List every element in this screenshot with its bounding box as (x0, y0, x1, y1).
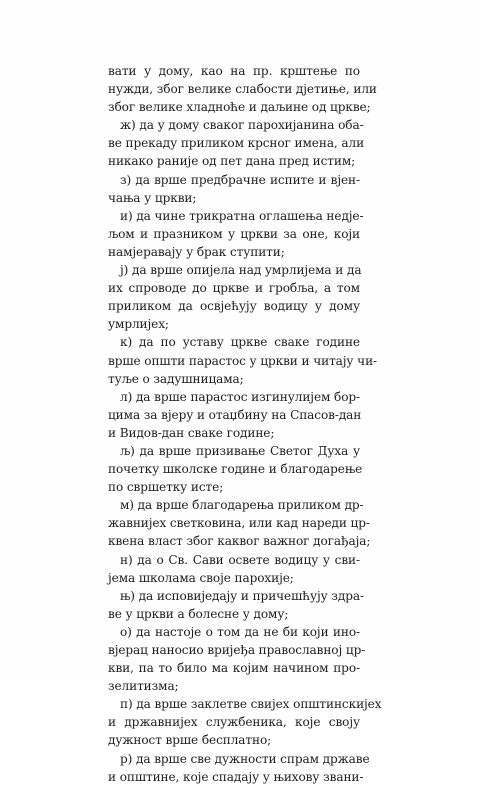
text-line: због велике хладноће и даљине од цркве; (108, 100, 371, 115)
text-line: квена власт због каквог важног догађаја; (108, 534, 371, 549)
text-line: л) да врше парастос изгинулијем бор- (120, 389, 361, 404)
text-line: нужди, због велике слабости дјетиње, или (108, 82, 377, 97)
text-line: кви, па то било ма којим начином про- (108, 661, 360, 676)
text-line: јема школама своје парохије; (108, 570, 294, 585)
text-line: умрлијех; (108, 317, 169, 332)
text-line: о) да настоје о том да не би који ино- (120, 624, 360, 639)
text-line: по свршетку исте; (108, 480, 224, 495)
text-line: чања у цркви; (108, 190, 197, 205)
text-line: љом и празником у цркви за оне, који (108, 226, 360, 241)
text-line: љ) да врше призивање Светог Духа у (120, 443, 360, 458)
text-line: њ) да исповиједају и причешћују здра- (120, 588, 364, 603)
text-line: врше општи парастос у цркви и читају чи- (108, 353, 378, 368)
text-line: туље о задушницама; (108, 371, 244, 386)
text-line: зелитизма; (108, 679, 179, 694)
text-line: вати у дому, као на пр. крштење по (108, 64, 360, 78)
text-line: н) да о Св. Сави освете водицу у сви- (120, 552, 360, 567)
text-line: и државнијех службеника, које своју (108, 715, 360, 730)
text-line: з) да врше предбрачне испите и вјен- (120, 172, 360, 187)
document-body-text (108, 62, 382, 786)
text-line: к) да по уставу цркве сваке године (120, 335, 360, 350)
text-line: ј) да врше опијела над умрлијема и да (120, 263, 362, 278)
text-line: жавнијех светковина, или кад нареди цр- (108, 516, 370, 531)
text-line: никако раније од пет дана пред истим; (108, 154, 356, 169)
text-line: ве прекаду приликом крсног имена, али (108, 136, 365, 151)
text-line: и општине, које спадају у њихову звани- (108, 769, 364, 784)
text-line: ж) да у дому сваког парохијанина оба- (120, 118, 364, 133)
text-line: намјеравају у брак ступити; (108, 244, 285, 259)
text-line: ве у цркви а болесне у дому; (108, 606, 289, 621)
text-line: вјерац наносио вријеђа православној цр- (108, 643, 366, 657)
text-line: п) да врше заклетве свијех општинскијех (120, 697, 382, 712)
text-line: приликом да освјећују водицу у дому (108, 299, 360, 314)
text-line: р) да врше све дужности спрам државе (120, 751, 370, 766)
text-line: их спроводе до цркве и гробља, а том (108, 281, 360, 296)
text-line: почетку школске године и благодарење (108, 462, 363, 477)
text-line: и) да чине трикратна оглашења недје- (120, 208, 364, 223)
text-line: цима за вјеру и отаџбину на Спасов-дан (108, 407, 362, 422)
text-line: дужност врше бесплатно; (108, 733, 272, 748)
text-line: и Видов-дан сваке године; (108, 425, 275, 440)
text-line: м) да врше благодарења приликом др- (120, 498, 364, 513)
